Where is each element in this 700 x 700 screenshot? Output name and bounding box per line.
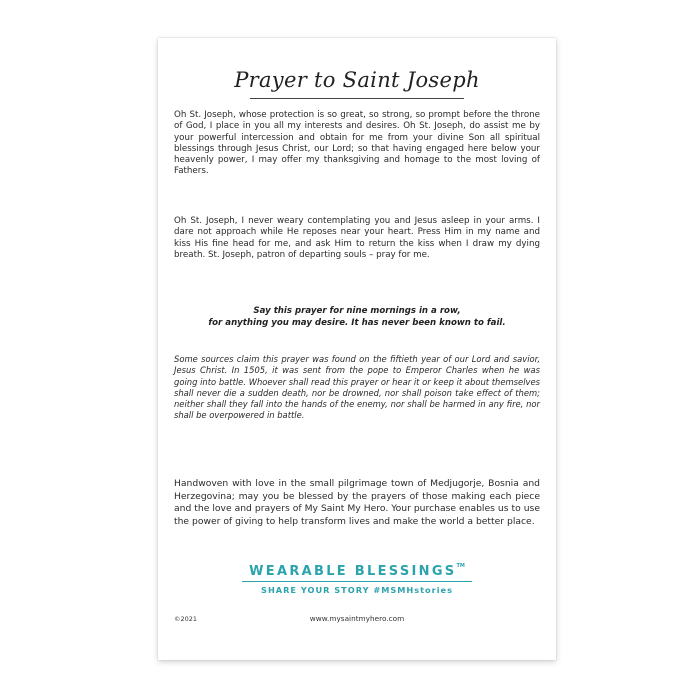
prayer-instructions <box>174 306 540 329</box>
trademark-mark: TM <box>456 563 465 569</box>
prayer-paragraph-1: Oh St. Joseph, whose protection is so great, so strong, so prompt before the throne of God, I place in you all my interests and desires. Oh St. Joseph, do assist me by your powerful intercession and obtain for me from your divine Son all spiritual blessings through Jesus Christ, our Lord; so that having engaged here below your heavenly power, I may offer my thanksgiving and homage to the most loving of Fathers. <box>174 110 540 177</box>
prayer-card <box>158 38 556 660</box>
prayer-title: Prayer to Saint Joseph <box>234 68 480 92</box>
copyright-notice: ©2021 <box>174 615 198 623</box>
brand-text: WEARABLE BLESSINGS <box>249 564 457 579</box>
prayer-paragraph-2: Oh St. Joseph, I never weary contemplating you and Jesus asleep in your arms. I dare not approach while He reposes near your heart. Press Him in my name and kiss His fine head for me, and ask Him to return the kiss when I draw my dying breath. St. Joseph, patron of departing souls – pray for me. <box>174 216 540 260</box>
brand-name <box>158 563 556 579</box>
instruction-line-2: for anything you may desire. It has never been known to fail. <box>208 317 506 328</box>
brand-divider <box>242 581 472 582</box>
about-text: Handwoven with love in the small pilgrimage town of Medjugorje, Bosnia and Herzegovina; may you be blessed by the prayers of those making each piece and the love and prayers of My Saint My Hero. Your purchase enables us to use the power of giving to help transform lives and make the world a better place. <box>174 478 540 527</box>
prayer-history: Some sources claim this prayer was found on the fiftieth year of our Lord and savior, Jesus Christ. In 1505, it was sent from the pope to Emperor Charles when he was going into battle. Whoever shall read this prayer or hear it or keep it about themselves shall never die a sudden death, nor be drowned, nor shall poison take effect of them; neither shall they fall into the hands of the enemy, nor shall be harmed in any fire, nor shall be overpowered in battle. <box>174 354 540 421</box>
website-link[interactable]: www.mysaintmyhero.com <box>309 614 405 623</box>
title-underline <box>250 98 464 99</box>
instruction-line-1: Say this prayer for nine mornings in a row, <box>253 306 461 316</box>
brand-tagline: SHARE YOUR STORY #MSMHstories <box>261 585 453 595</box>
